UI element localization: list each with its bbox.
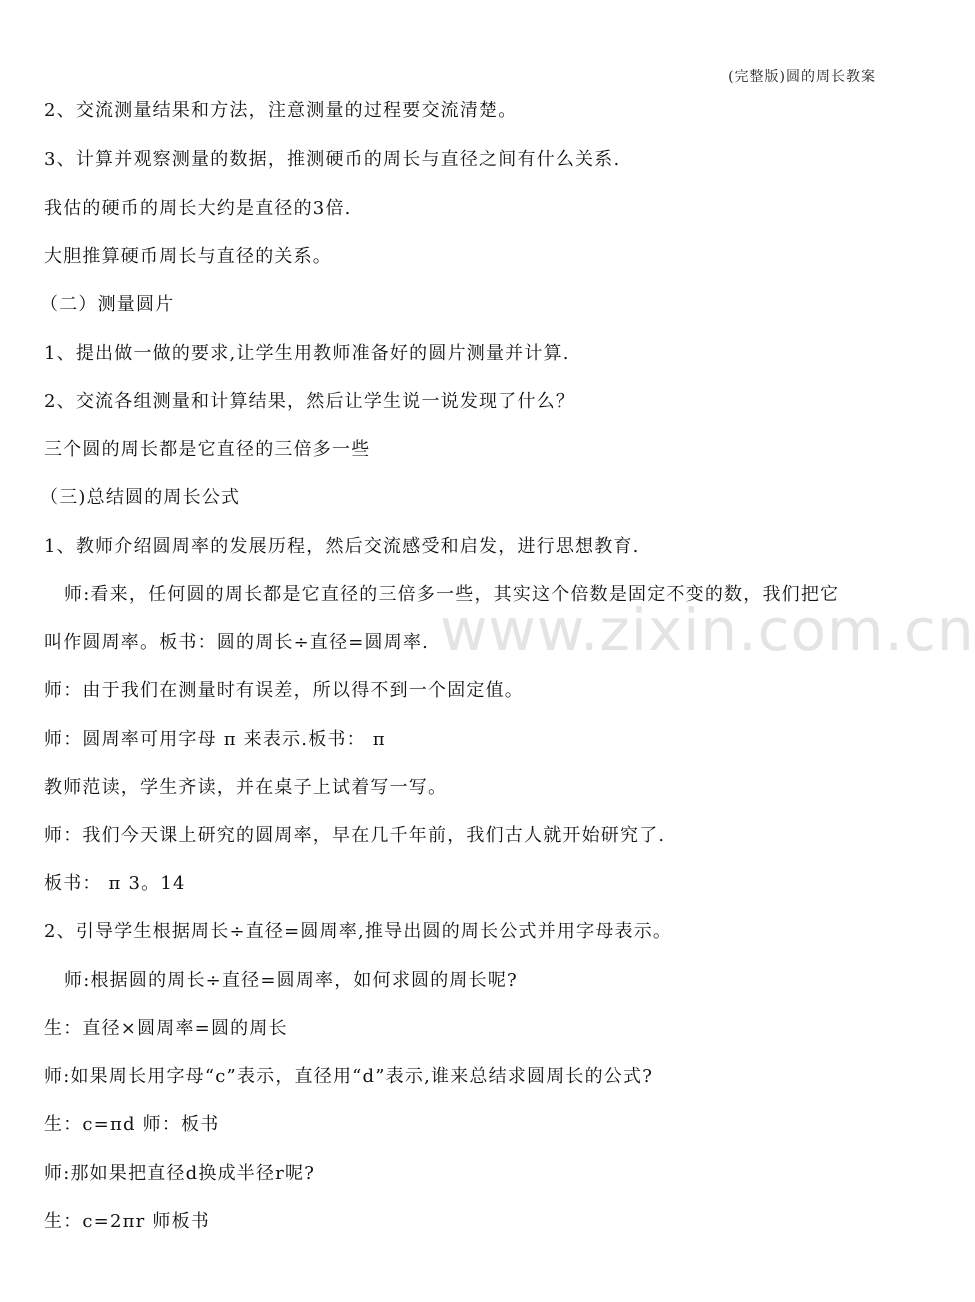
section-heading: （二）测量圆片 [40,294,175,315]
paragraph-line: 大胆推算硬币周长与直径的关系。 [44,246,332,267]
paragraph-line: 2、引导学生根据周长÷直径=圆周率,推导出圆的周长公式并用字母表示。 [44,921,673,942]
paragraph-line: 3、计算并观察测量的数据，推测硬币的周长与直径之间有什么关系. [44,149,621,170]
paragraph-line: 生：c=2πr 师板书 [44,1211,210,1232]
paragraph-line: 师:那如果把直径d换成半径r呢? [44,1163,316,1184]
paragraph-line: 1、提出做一做的要求,让学生用教师准备好的圆片测量并计算. [44,343,570,364]
paragraph-line: 2、交流各组测量和计算结果，然后让学生说一说发现了什么？ [44,391,576,412]
paragraph-line: 教师范读，学生齐读，并在桌子上试着写一写。 [44,777,448,798]
paragraph-line: 板书： π 3。14 [44,873,186,894]
paragraph-line: 我估的硬币的周长大约是直径的3倍. [44,198,352,219]
paragraph-line: 师:如果周长用字母“c”表示，直径用“d”表示,谁来总结求圆周长的公式? [44,1066,654,1087]
paragraph-line: 师:根据圆的周长÷直径=圆周率，如何求圆的周长呢? [64,970,518,991]
watermark: www.zixin.com.cn [440,596,975,664]
paragraph-line: 2、交流测量结果和方法，注意测量的过程要交流清楚。 [44,100,518,121]
section-heading: （三)总结圆的周长公式 [40,487,241,508]
paragraph-line: 师:看来，任何圆的周长都是它直径的三倍多一些，其实这个倍数是固定不变的数，我们把它 [64,584,840,605]
paragraph-line: 1、教师介绍圆周率的发展历程，然后交流感受和启发，进行思想教育. [44,536,640,557]
paragraph-line: 师：由于我们在测量时有误差，所以得不到一个固定值。 [44,680,524,701]
running-header: (完整版)圆的周长教案 [728,69,876,85]
paragraph-line: 师：我们今天课上研究的圆周率，早在几千年前，我们古人就开始研究了. [44,825,666,846]
paragraph-line: 生：c=πd 师：板书 [44,1114,220,1135]
paragraph-line: 生：直径×圆周率=圆的周长 [44,1018,288,1039]
paragraph-line: 叫作圆周率。板书：圆的周长÷直径=圆周率. [44,632,430,653]
paragraph-line: 三个圆的周长都是它直径的三倍多一些 [44,439,371,460]
paragraph-line: 师：圆周率可用字母 π 来表示.板书： π [44,729,386,750]
